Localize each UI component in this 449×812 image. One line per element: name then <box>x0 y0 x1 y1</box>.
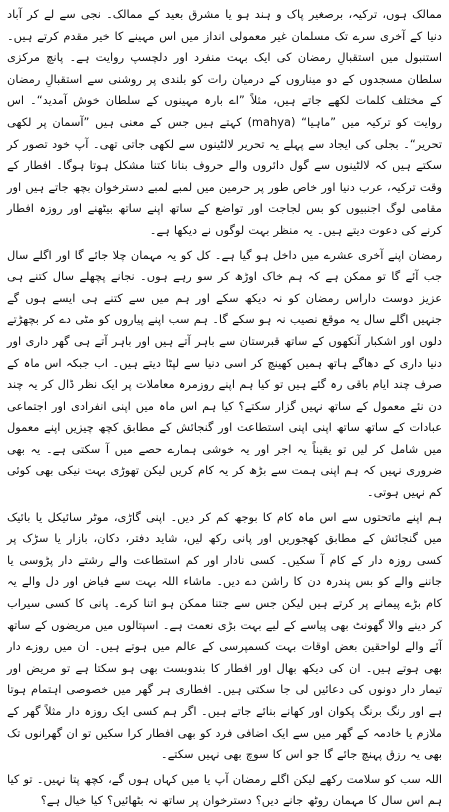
article-paragraph-4: اللہ سب کو سلامت رکھے لیکن اگلے رمضان آپ یا میں کہاں ہوں گے، کچھ پتا نہیں۔ تو کیا ہم اس سال کا مہمان روٹھ جانے دیں؟ دسترخوان پر ساتھ نہ بٹھائیں؟ کیا خیال ہے؟ <box>7 771 442 808</box>
article-paragraph-2: رمضان اپنے آخری عشرے میں داخل ہو گیا ہے۔ کل کو یہ مہمان چلا جائے گا اور اگلے سال جب آئے گا تو ممکن ہے کہ ہم خاک اوڑھ کر سو رہے ہوں۔ نجانے پچھلے سال کتنے ہی عزیز دوست داراس رمضان کو نہ دیکھ سکے اور ہم میں سے کتنے ہی ایسے ہوں گے جنہیں اگلے سال یہ موقع نصیب نہ ہو سکے گا۔ ہم سب اپنے پیاروں کو مٹی دے کر بچھڑتے دلوں اور اشکبار آنکھوں کے ساتھ قبرستان سے باہر آتے ہیں اور باہر آتے ہی گھر داری اور دنیا داری کے دھاگے ہاتھ ہمیں کھینچ کر اسی دنیا سے لپٹا دیتے ہیں۔ اب جبکہ اس ماہ کے صرف چند ایام باقی رہ گئے ہیں تو کیا ہم اپنے روزمرہ معاملات پر ایک نظر ڈال کر یہ چند دن نئے معمول کے ساتھ نہیں گزار سکتے؟ کیا ہم اس ماہ میں اپنی انفرادی اور اجتماعی عبادات کے ساتھ ساتھ اپنی اپنی استطاعت اور گنجائش کے مطابق کچھ چیزیں اپنے معمول میں شامل کر لیں تو یقیناً یہ اجر اور یہ خوشی ہمارے حصے میں آ سکتی ہے۔ یہ بھی ضروری نہیں کہ ہم اپنی ہمت سے بڑھ کر یہ کام کریں لیکن تھوڑی بہت نیکی بھی کوئی کم نہیں ہوتی۔ <box>7 247 442 500</box>
article-paragraph-1: ممالک ہوں، ترکیہ، برصغیر پاک و ہند ہو یا مشرق بعید کے ممالک۔ نجی سے لے کر آباد دنیا کے آخری سرے تک مسلمان غیر معمولی انداز میں اس مہینے کا خیر مقدم کرتے ہیں۔ استنبول میں استقبالِ رمضان کی ایک بہت منفرد اور دلچسپ روایت ہے۔ پانچ مرکزی سلطان مسجدوں کے دو میناروں کے درمیان رات کو بلندی پر روشنی سے استقبالِ رمضان کے مختلف کلمات لکھے جاتے ہیں، مثلاً ”اے بارہ مہینوں کے سلطان خوش آمدید“۔ اس روایت کو ترکیہ میں ”ماہیا“ (mahya) کہتے ہیں جس کے معنی ہیں ”آسمان پر لکھی تحریر“۔ بجلی کی ایجاد سے پہلے یہ تحریر لالٹینوں سے لکھی جاتی تھی۔ آپ خود تصور کر سکتے ہیں کہ لالٹینوں سے گول دائروں والے حروف بنانا کتنا مشکل ہوتا ہوگا۔ افطار کے وقت ترکیہ، عرب دنیا اور خاص طور پر حرمین میں لمبے لمبے دسترخوان بچھ جاتے ہیں اور مقامی لوگ اجنبیوں کو بس لجاجت اور تواضع کے ساتھ اپنے ساتھ بیٹھنے اور روزہ افطار کرنے کی دعوت دیتے ہیں۔ یہ منظر بہت لوگوں نے دیکھا ہے۔ <box>7 7 443 237</box>
article-paragraph-3: ہم اپنے ماتحتوں سے اس ماہ کام کا بوجھ کم کر دیں۔ اپنی گاڑی، موٹر سائیکل یا بائیک میں گنجائش کے مطابق کھجوریں اور پانی رکھ لیں، شاید دفتر، دکان، بازار یا سڑک پر کسی روزہ دار کے کام آ سکیں۔ کسی نادار اور کم استطاعت والے رشتے دار پڑوسی یا جاننے والے کو بس پندرہ دن کا راشن دے دیں۔ ماشاء اللہ بہت سے فیاض اور دل والے یہ کام بڑے پیمانے پر کرتے ہیں لیکن جس سے جتنا ممکن ہو اتنا کرے۔ پانی کا کسی سیراب کر دینے والا گھونٹ بھی پیاسے کے لیے بہت بڑی نعمت ہے۔ اسپتالوں میں مریضوں کے ساتھ آئے والے لواحقین بعض اوقات بہت کسمپرسی کے عالم میں ہوتے ہیں۔ ان میں روزے دار بھی ہوتے ہیں۔ ان کی دیکھ بھال اور افطار کا بندوبست بھی ہو سکتا ہے تو مریض اور تیمار دار دونوں کی دعائیں لی جا سکتی ہیں۔ افطاری ہر گھر میں خصوصی اہتمام ہوتا ہے اور رنگ برنگ پکوان اور کھانے بنائے جاتے ہیں۔ اگر ہم کسی ایک روزہ دار مثلاً گھر کے ملازم یا خادمہ کے گھر میں سے ایک اضافی فرد کو بھی افطار کرا سکیں تو ان گھرانوں تک بھی یہ رزق پہنچ جائے گا جو اس کا سوچ بھی نہیں سکتے۔ <box>7 509 442 762</box>
